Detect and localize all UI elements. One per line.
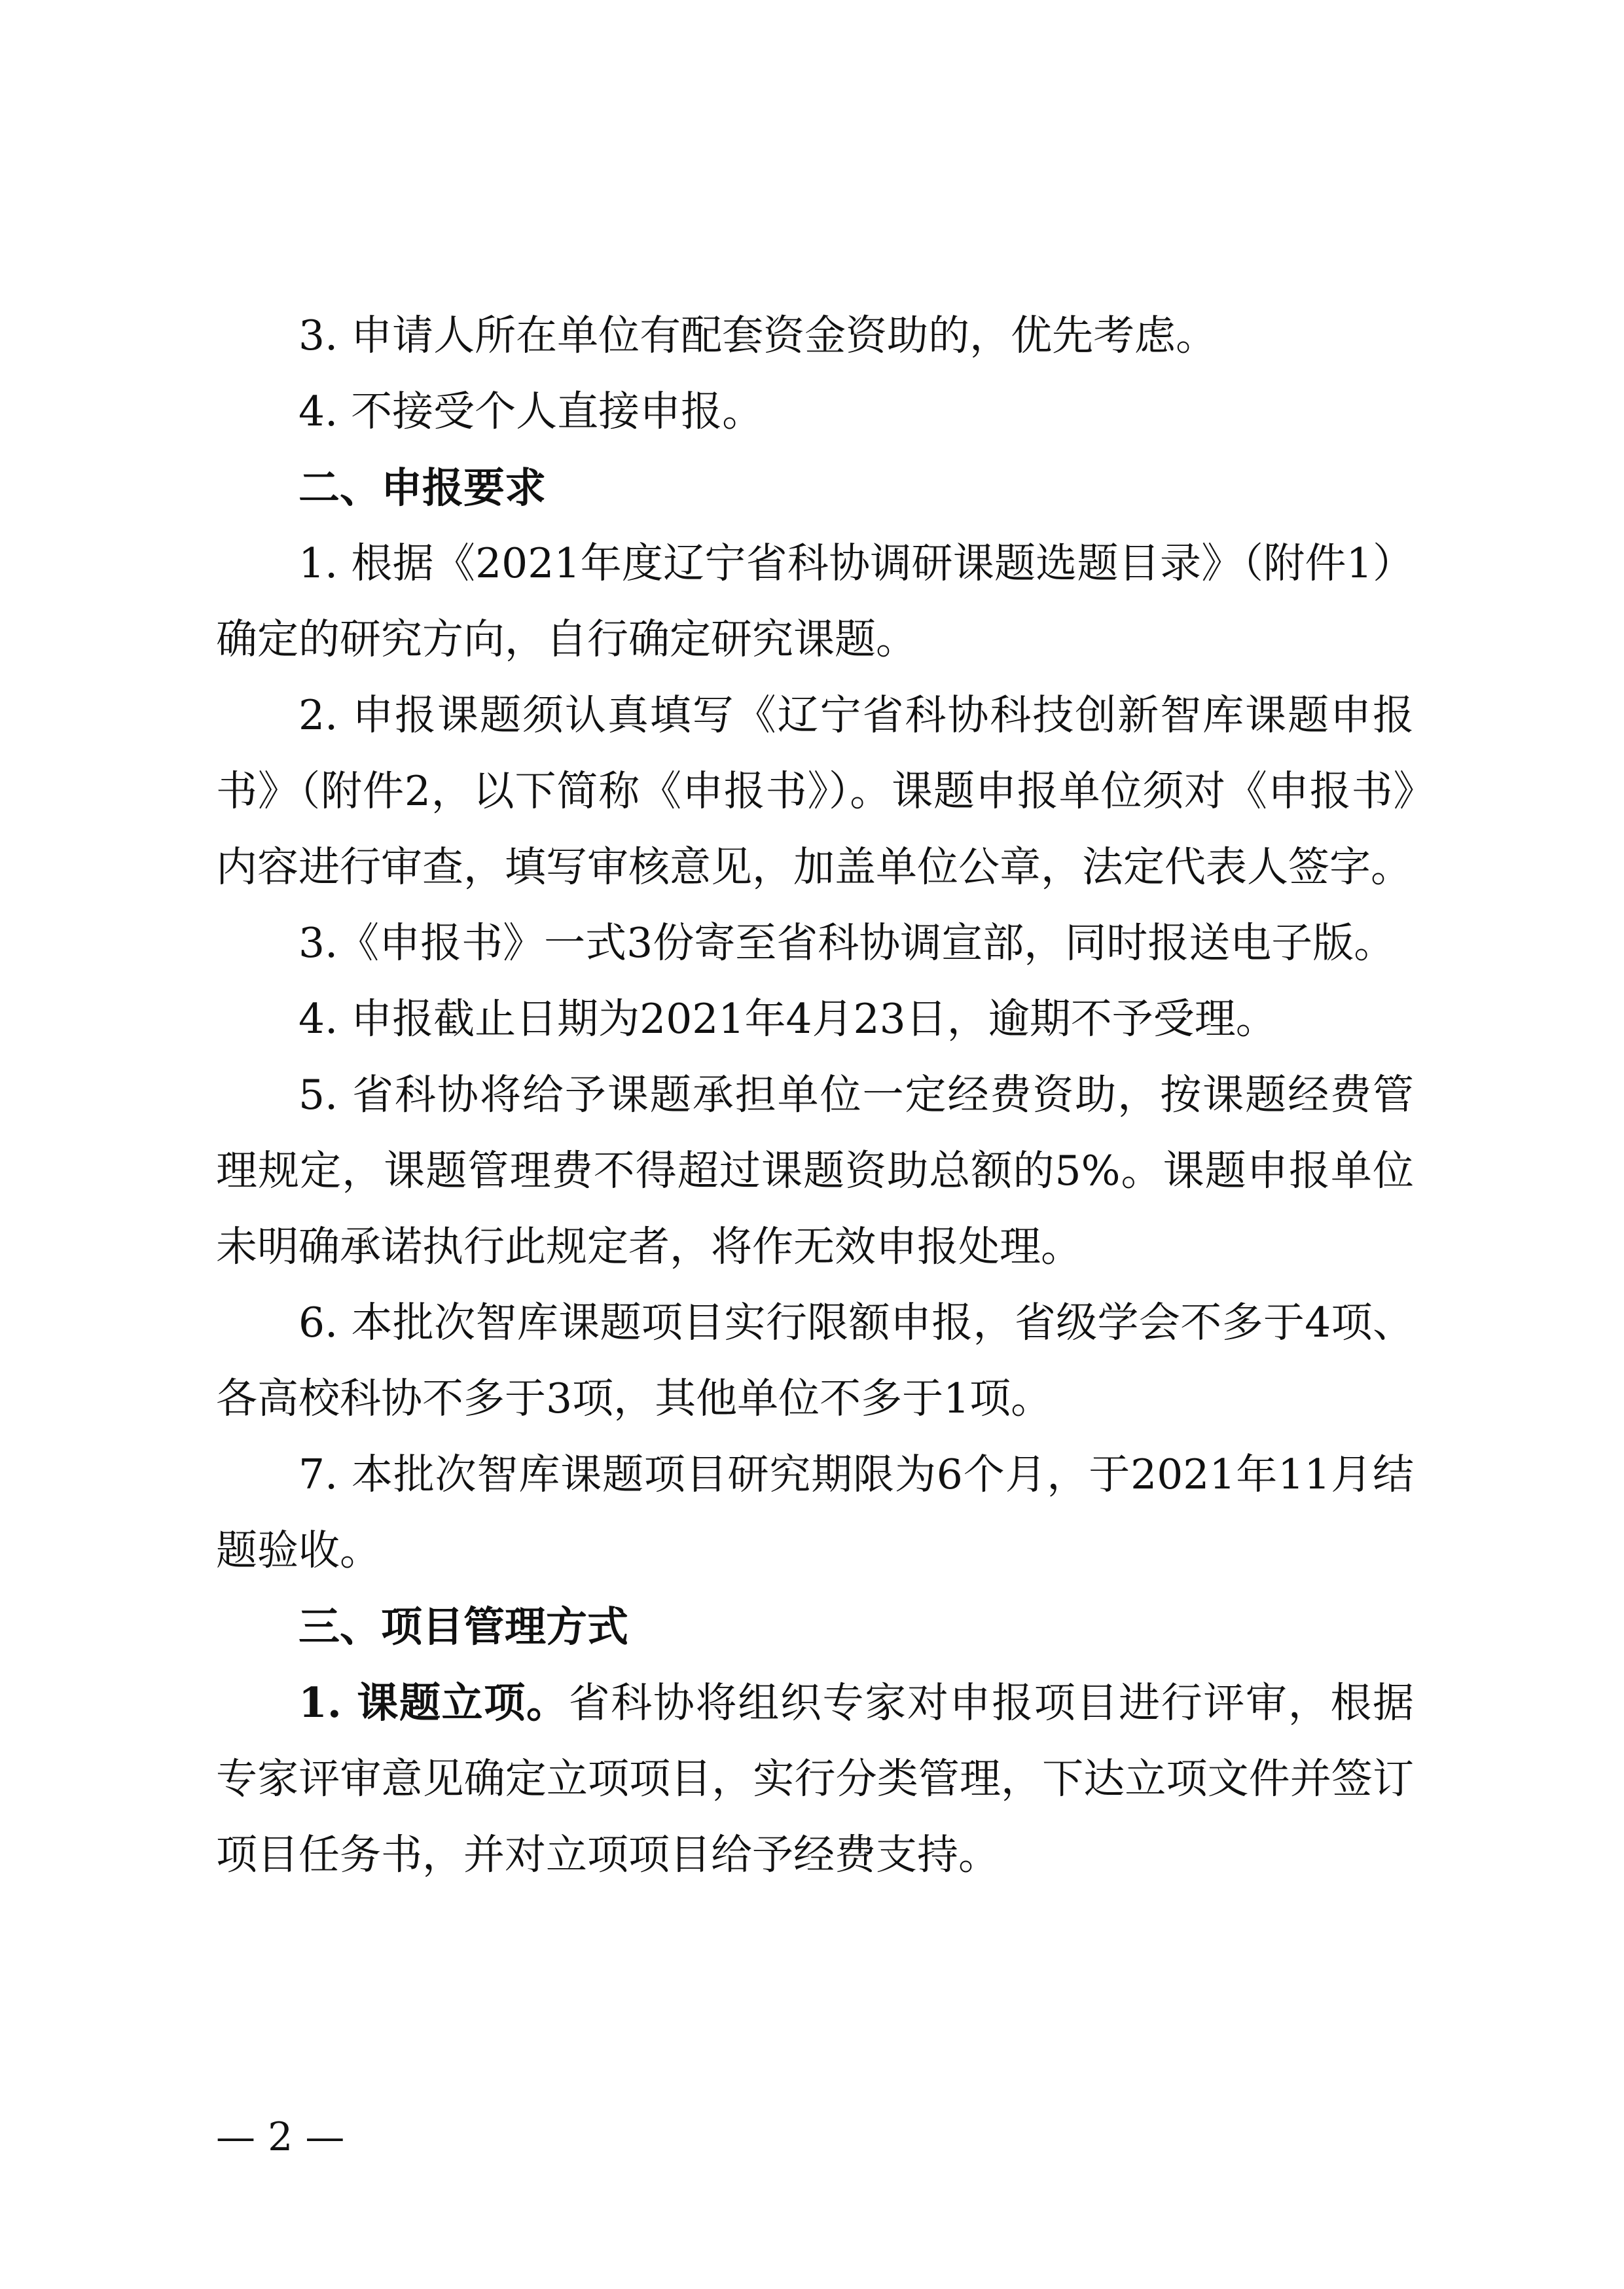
- paragraph-lead-text: 1. 课题立项。: [298, 1678, 569, 1727]
- paragraph-requirement-4: 4. 申报截止日期为2021年4月23日，逾期不予受理。: [298, 995, 1277, 1043]
- paragraph-no-individual: 4. 不接受个人直接申报。: [298, 388, 764, 435]
- paragraph-requirement-6: 6. 本批次智库课题项目实行限额申报，省级学会不多于4项、各高校科协不多于3项，其他单位不多于1项。: [216, 1299, 1414, 1422]
- page-number: — 2 —: [216, 2114, 345, 2160]
- paragraph-management-1: [216, 1665, 1414, 1893]
- paragraph-requirement-1: 1. 根据《2021年度辽宁省科协调研课题选题目录》（附件1）确定的研究方向，自行确定研究课题。: [216, 539, 1414, 663]
- paragraph-requirement-7: 7. 本批次智库课题项目研究期限为6个月，于2021年11月结题验收。: [216, 1451, 1414, 1574]
- section-heading-requirements: 二、申报要求: [298, 463, 546, 512]
- paragraph-requirement-5: 5. 省科协将给予课题承担单位一定经费资助，按课题经费管理规定，课题管理费不得超过课题资助总额的5%。课题申报单位未明确承诺执行此规定者，将作无效申报处理。: [216, 1071, 1414, 1271]
- paragraph-requirement-2: 2. 申报课题须认真填写《辽宁省科协科技创新智库课题申报书》（附件2，以下简称《申报书》）。课题申报单位须对《申报书》内容进行审查，填写审核意见，加盖单位公章，法定代表人签字。: [216, 691, 1414, 891]
- section-heading-management: 三、项目管理方式: [298, 1602, 628, 1651]
- paragraph-requirement-3: 3.《申报书》一式3份寄至省科协调宣部，同时报送电子版。: [298, 919, 1396, 967]
- paragraph-body-text: 省科协将组织专家对申报项目进行评审，根据专家评审意见确定立项项目，实行分类管理，下达立项文件并签订项目任务书，并对立项项目给予经费支持。: [216, 1679, 1415, 1879]
- paragraph-applicant-funding: 3. 申请人所在单位有配套资金资助的，优先考虑。: [298, 312, 1218, 359]
- document-body: [216, 298, 1414, 1893]
